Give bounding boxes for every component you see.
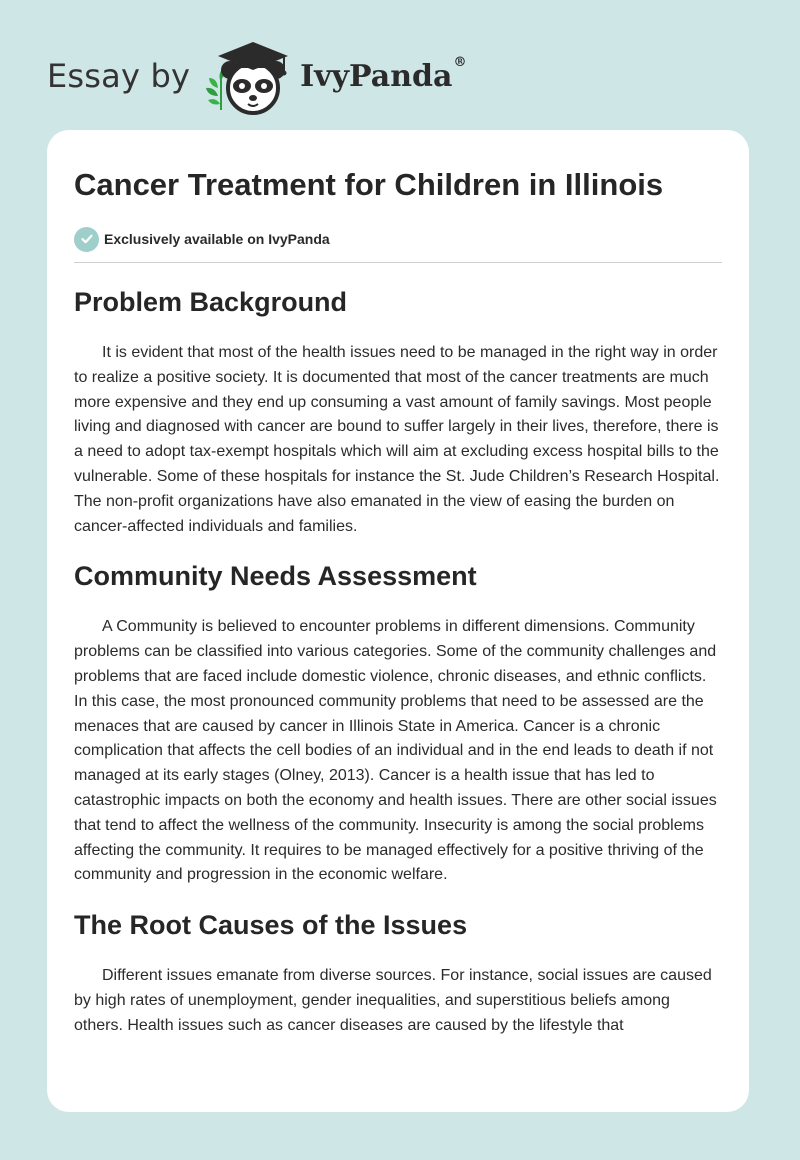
section-heading-community-needs: Community Needs Assessment bbox=[74, 561, 477, 592]
checkmark-icon bbox=[74, 227, 99, 252]
section-heading-problem-background: Problem Background bbox=[74, 287, 348, 317]
exclusive-label: Exclusively available on IvyPanda bbox=[104, 231, 330, 247]
section-heading-root-causes: The Root Causes of the Issues bbox=[74, 910, 468, 941]
divider bbox=[74, 262, 722, 263]
registered-mark: ® bbox=[453, 54, 467, 70]
panda-logo-icon[interactable] bbox=[204, 36, 296, 116]
essay-card bbox=[47, 130, 749, 1112]
brand-name[interactable]: IvyPanda® bbox=[300, 54, 467, 94]
brand-prefix: Essay by bbox=[47, 57, 191, 95]
section-paragraph-root-causes: Different issues emanate from diverse sources. For instance, social issues are caused by high rates of unemployment, gender inequalities, and superstitious beliefs among others. Health issues such as cancer diseases are caused by the lifestyle that bbox=[74, 967, 712, 1034]
section-paragraph-problem-background: It is evident that most of the health issues need to be managed in the right way in order to realize a positive society. It is documented that most of the cancer treatments are much more expensive and they end up consuming a vast amount of family savings. Most people living and diagnosed with cancer are bound to suffer largely in their lives, therefore, there is a need to adopt tax-exempt hospitals which will aim at excluding excess hospital bills to the vulnerable. Some of these hospitals for instance the St. Jude Children’s Research Hospital. The non-profit organizations have also emanated in the view of easing the burden on cancer-affected individuals and families. bbox=[74, 344, 720, 535]
exclusive-badge bbox=[74, 226, 722, 252]
section-paragraph-community-needs: A Community is believed to encounter problems in different dimensions. Community problems can be classified into various categories. Some of the community challenges and problems that are faced include domestic violence, chronic diseases, and ethnic conflicts. In this case, the most pronounced community problems that need to be assessed are the menaces that are caused by cancer in Illinois State in America. Cancer is a chronic complication that affects the cell bodies of an individual and in the end leads to death if not managed at its early stages (Olney, 2013). Cancer is a health issue that has led to catastrophic impacts on both the economy and health issues. There are other social issues that tend to affect the wellness of the community. Insecurity is among the social problems affecting the community. It requires to be managed effectively for a positive thriving of the community and progression in the economic welfare. bbox=[74, 618, 717, 884]
brand-header bbox=[47, 36, 466, 116]
page-title: Cancer Treatment for Children in Illinois bbox=[74, 167, 664, 202]
